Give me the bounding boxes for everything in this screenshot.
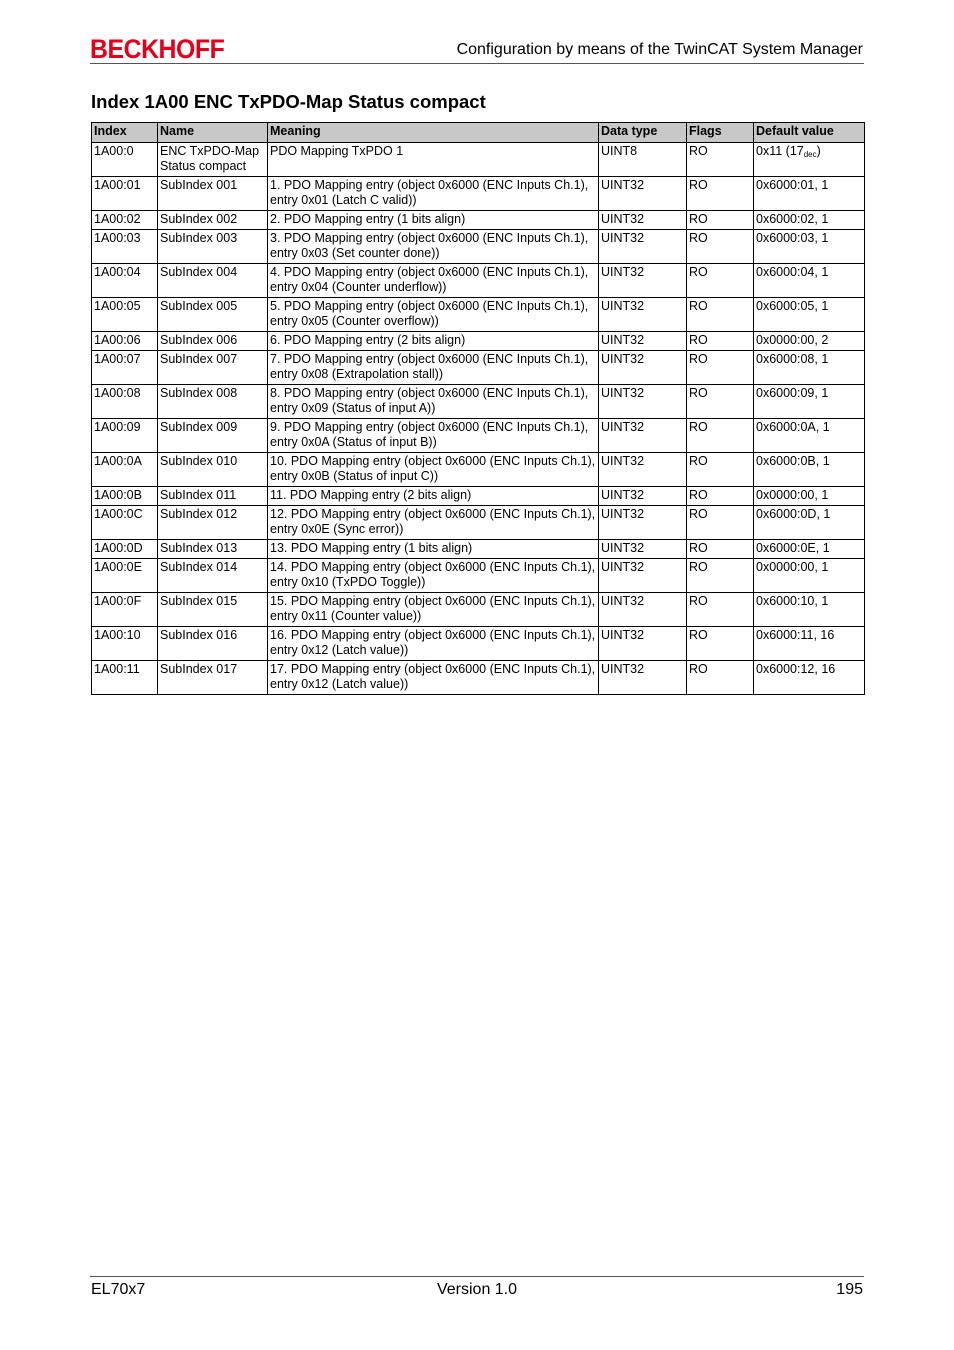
table-row (92, 351, 865, 385)
cell-index: 1A00:0 (92, 143, 158, 177)
cell-name: SubIndex 012 (158, 506, 268, 540)
cell-index: 1A00:11 (92, 661, 158, 695)
cell-default-value: 0x6000:0D, 1 (754, 506, 865, 540)
table-row (92, 627, 865, 661)
cell-default-value (754, 143, 865, 177)
cell-flags: RO (687, 211, 754, 230)
default-value-text: 0x11 (17 (756, 144, 804, 158)
object-table (91, 122, 865, 695)
cell-data-type: UINT32 (599, 264, 687, 298)
cell-meaning: 6. PDO Mapping entry (2 bits align) (268, 332, 599, 351)
cell-name: SubIndex 008 (158, 385, 268, 419)
table-row (92, 559, 865, 593)
cell-flags: RO (687, 230, 754, 264)
cell-name: SubIndex 006 (158, 332, 268, 351)
cell-name: SubIndex 004 (158, 264, 268, 298)
column-header-name: Name (158, 123, 268, 143)
cell-flags: RO (687, 177, 754, 211)
cell-flags: RO (687, 487, 754, 506)
cell-data-type: UINT32 (599, 661, 687, 695)
table-row (92, 453, 865, 487)
cell-flags: RO (687, 385, 754, 419)
table-header-row (92, 123, 865, 143)
table-row (92, 230, 865, 264)
cell-data-type: UINT32 (599, 487, 687, 506)
cell-index: 1A00:05 (92, 298, 158, 332)
cell-data-type: UINT32 (599, 593, 687, 627)
cell-meaning: PDO Mapping TxPDO 1 (268, 143, 599, 177)
cell-name: SubIndex 009 (158, 419, 268, 453)
cell-flags: RO (687, 298, 754, 332)
cell-data-type: UINT32 (599, 506, 687, 540)
cell-meaning: 5. PDO Mapping entry (object 0x6000 (ENC Inputs Ch.1), entry 0x05 (Counter overflow)) (268, 298, 599, 332)
cell-name: SubIndex 015 (158, 593, 268, 627)
cell-default-value: 0x6000:0A, 1 (754, 419, 865, 453)
cell-flags: RO (687, 264, 754, 298)
cell-default-value: 0x0000:00, 2 (754, 332, 865, 351)
table-row (92, 593, 865, 627)
table-row (92, 385, 865, 419)
default-value-subscript: dec (803, 150, 817, 159)
cell-meaning: 3. PDO Mapping entry (object 0x6000 (ENC Inputs Ch.1), entry 0x03 (Set counter done)) (268, 230, 599, 264)
cell-meaning: 9. PDO Mapping entry (object 0x6000 (ENC Inputs Ch.1), entry 0x0A (Status of input B)) (268, 419, 599, 453)
cell-name: SubIndex 013 (158, 540, 268, 559)
table-row (92, 487, 865, 506)
cell-name: SubIndex 005 (158, 298, 268, 332)
cell-data-type: UINT32 (599, 453, 687, 487)
cell-data-type: UINT32 (599, 211, 687, 230)
column-header-meaning: Meaning (268, 123, 599, 143)
cell-default-value: 0x6000:02, 1 (754, 211, 865, 230)
cell-flags: RO (687, 351, 754, 385)
cell-meaning: 1. PDO Mapping entry (object 0x6000 (ENC Inputs Ch.1), entry 0x01 (Latch C valid)) (268, 177, 599, 211)
cell-flags: RO (687, 661, 754, 695)
column-header-default-value: Default value (754, 123, 865, 143)
cell-meaning: 13. PDO Mapping entry (1 bits align) (268, 540, 599, 559)
header-title: Configuration by means of the TwinCAT System Manager (456, 41, 863, 58)
cell-default-value: 0x6000:0B, 1 (754, 453, 865, 487)
cell-default-value: 0x6000:10, 1 (754, 593, 865, 627)
cell-index: 1A00:0C (92, 506, 158, 540)
table-row (92, 506, 865, 540)
cell-meaning: 17. PDO Mapping entry (object 0x6000 (ENC Inputs Ch.1), entry 0x12 (Latch value)) (268, 661, 599, 695)
cell-flags: RO (687, 332, 754, 351)
cell-meaning: 12. PDO Mapping entry (object 0x6000 (ENC Inputs Ch.1), entry 0x0E (Sync error)) (268, 506, 599, 540)
cell-index: 1A00:07 (92, 351, 158, 385)
table-row (92, 264, 865, 298)
cell-default-value: 0x6000:01, 1 (754, 177, 865, 211)
footer-product: EL70x7 (91, 1281, 146, 1298)
cell-flags: RO (687, 627, 754, 661)
column-header-index: Index (92, 123, 158, 143)
cell-default-value: 0x6000:11, 16 (754, 627, 865, 661)
cell-flags: RO (687, 593, 754, 627)
cell-index: 1A00:02 (92, 211, 158, 230)
cell-data-type: UINT32 (599, 351, 687, 385)
cell-data-type: UINT8 (599, 143, 687, 177)
cell-index: 1A00:01 (92, 177, 158, 211)
footer-divider (90, 1276, 864, 1277)
cell-meaning: 2. PDO Mapping entry (1 bits align) (268, 211, 599, 230)
cell-default-value: 0x0000:00, 1 (754, 487, 865, 506)
cell-data-type: UINT32 (599, 559, 687, 593)
cell-index: 1A00:0A (92, 453, 158, 487)
cell-data-type: UINT32 (599, 385, 687, 419)
cell-meaning: 10. PDO Mapping entry (object 0x6000 (ENC Inputs Ch.1), entry 0x0B (Status of input C)) (268, 453, 599, 487)
cell-index: 1A00:0D (92, 540, 158, 559)
column-header-flags: Flags (687, 123, 754, 143)
cell-meaning: 7. PDO Mapping entry (object 0x6000 (ENC Inputs Ch.1), entry 0x08 (Extrapolation stall)) (268, 351, 599, 385)
cell-default-value: 0x6000:05, 1 (754, 298, 865, 332)
cell-default-value: 0x6000:03, 1 (754, 230, 865, 264)
cell-data-type: UINT32 (599, 540, 687, 559)
cell-name: ENC TxPDO-Map Status compact (158, 143, 268, 177)
cell-flags: RO (687, 559, 754, 593)
cell-index: 1A00:08 (92, 385, 158, 419)
cell-name: SubIndex 014 (158, 559, 268, 593)
cell-data-type: UINT32 (599, 419, 687, 453)
cell-data-type: UINT32 (599, 627, 687, 661)
table-row (92, 419, 865, 453)
cell-name: SubIndex 017 (158, 661, 268, 695)
cell-default-value: 0x0000:00, 1 (754, 559, 865, 593)
table-row (92, 540, 865, 559)
cell-name: SubIndex 016 (158, 627, 268, 661)
table-row (92, 661, 865, 695)
cell-name: SubIndex 011 (158, 487, 268, 506)
footer-version: Version 1.0 (436, 1281, 518, 1298)
column-header-data-type: Data type (599, 123, 687, 143)
cell-index: 1A00:03 (92, 230, 158, 264)
default-value-close: ) (816, 144, 821, 158)
table-row (92, 211, 865, 230)
cell-name: SubIndex 003 (158, 230, 268, 264)
cell-index: 1A00:06 (92, 332, 158, 351)
cell-flags: RO (687, 506, 754, 540)
cell-meaning: 4. PDO Mapping entry (object 0x6000 (ENC Inputs Ch.1), entry 0x04 (Counter underflow)) (268, 264, 599, 298)
table-row (92, 332, 865, 351)
cell-index: 1A00:09 (92, 419, 158, 453)
cell-name: SubIndex 010 (158, 453, 268, 487)
header-divider (90, 63, 864, 64)
cell-meaning: 11. PDO Mapping entry (2 bits align) (268, 487, 599, 506)
table-row (92, 177, 865, 211)
cell-default-value: 0x6000:09, 1 (754, 385, 865, 419)
cell-default-value: 0x6000:0E, 1 (754, 540, 865, 559)
cell-meaning: 16. PDO Mapping entry (object 0x6000 (ENC Inputs Ch.1), entry 0x12 (Latch value)) (268, 627, 599, 661)
cell-index: 1A00:10 (92, 627, 158, 661)
cell-name: SubIndex 007 (158, 351, 268, 385)
cell-flags: RO (687, 419, 754, 453)
cell-default-value: 0x6000:12, 16 (754, 661, 865, 695)
footer-page-number: 195 (836, 1281, 863, 1298)
cell-flags: RO (687, 540, 754, 559)
cell-meaning: 14. PDO Mapping entry (object 0x6000 (ENC Inputs Ch.1), entry 0x10 (TxPDO Toggle)) (268, 559, 599, 593)
cell-index: 1A00:0F (92, 593, 158, 627)
cell-flags: RO (687, 143, 754, 177)
cell-index: 1A00:04 (92, 264, 158, 298)
table-row (92, 298, 865, 332)
cell-default-value: 0x6000:08, 1 (754, 351, 865, 385)
cell-data-type: UINT32 (599, 230, 687, 264)
cell-flags: RO (687, 453, 754, 487)
cell-index: 1A00:0E (92, 559, 158, 593)
cell-name: SubIndex 001 (158, 177, 268, 211)
cell-data-type: UINT32 (599, 332, 687, 351)
cell-data-type: UINT32 (599, 177, 687, 211)
section-title: Index 1A00 ENC TxPDO-Map Status compact (91, 91, 486, 112)
cell-meaning: 8. PDO Mapping entry (object 0x6000 (ENC Inputs Ch.1), entry 0x09 (Status of input A)) (268, 385, 599, 419)
cell-meaning: 15. PDO Mapping entry (object 0x6000 (ENC Inputs Ch.1), entry 0x11 (Counter value)) (268, 593, 599, 627)
cell-name: SubIndex 002 (158, 211, 268, 230)
beckhoff-logo: BECKHOFF (90, 34, 225, 64)
table-row (92, 143, 865, 177)
cell-data-type: UINT32 (599, 298, 687, 332)
cell-default-value: 0x6000:04, 1 (754, 264, 865, 298)
cell-index: 1A00:0B (92, 487, 158, 506)
